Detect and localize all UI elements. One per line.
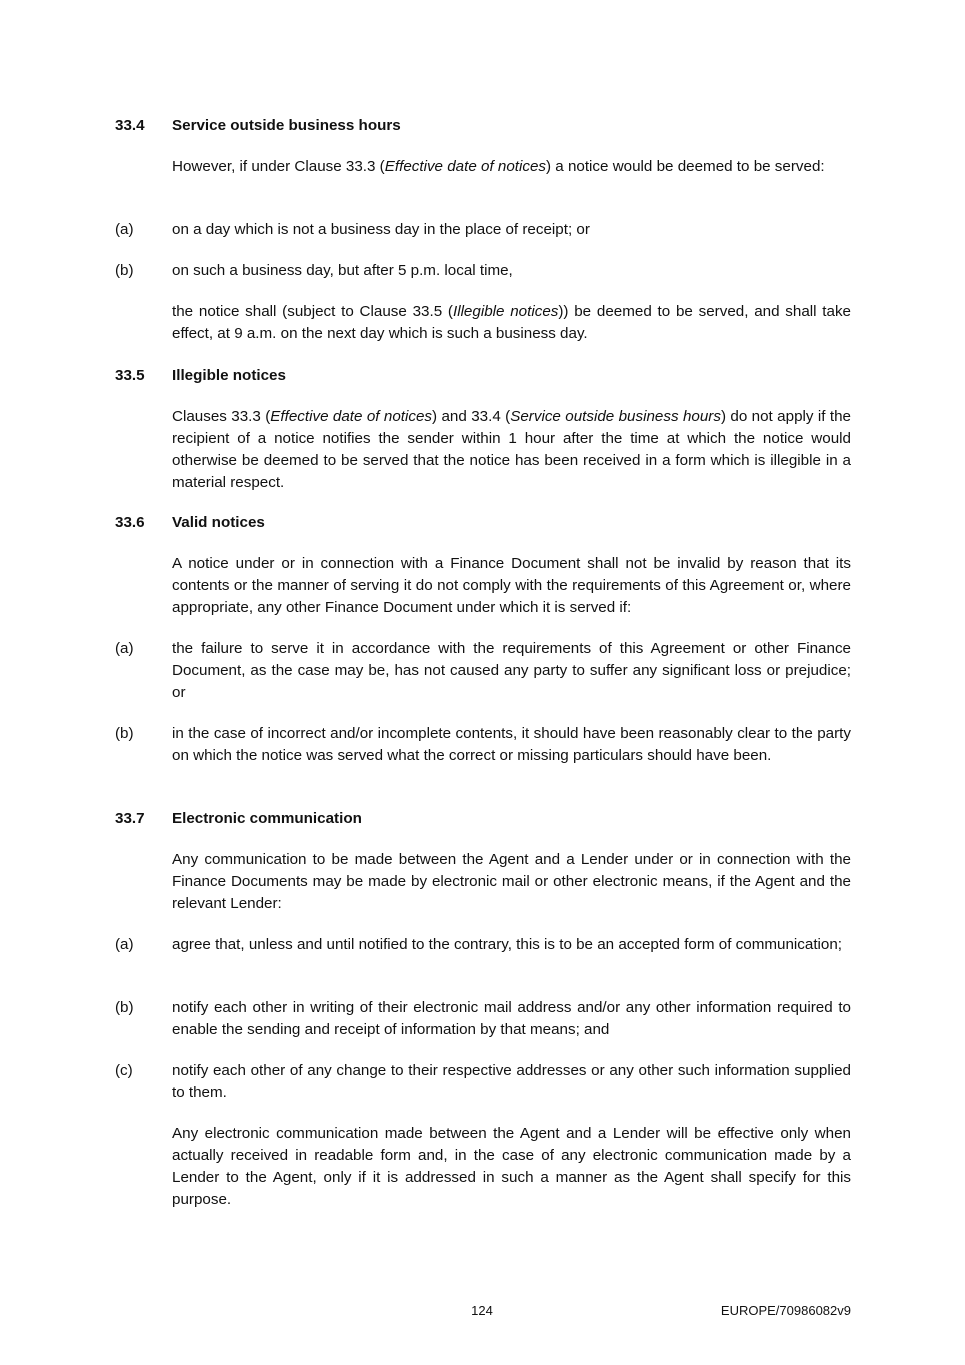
- page-number: 124: [471, 1303, 493, 1318]
- clause-reference: Effective date of notices: [270, 408, 433, 425]
- section-number: 33.5: [115, 367, 145, 384]
- text-run: ) and 33.4 (: [432, 408, 511, 425]
- section-number: 33.4: [115, 117, 145, 134]
- section-title: Service outside business hours: [172, 117, 401, 134]
- section-number: 33.7: [115, 810, 145, 827]
- text-run: )) be deemed to be served, and shall take effect, at 9 a.m. on the next day which is such a business day.: [172, 303, 852, 342]
- clause-reference: Effective date of notices: [384, 158, 546, 175]
- paragraph-33-6-intro: A notice under or in connection with a Finance Document shall not be invalid by reason that its contents or the manner of serving it do not comply with the requirements of this Agreement or, where appropriate, any other Finance Document under which it is served if:: [172, 555, 851, 616]
- item-text: on a day which is not a business day in the place of receipt; or: [172, 221, 590, 238]
- item-label: (b): [115, 262, 134, 279]
- item-label: (b): [115, 999, 134, 1016]
- item-label: (c): [115, 1062, 133, 1079]
- item-text: on such a business day, but after 5 p.m. local time,: [172, 262, 513, 279]
- text-run: ) do not apply if the recipient of a notice notifies the sender within 1 hour after the time at which the notice would otherwise be deemed to be served that the notice has been received in a form which is illegible in a material respect.: [172, 408, 851, 491]
- text-run: ) a notice would be deemed to be served:: [546, 158, 825, 175]
- paragraph-33-4-outro: [172, 301, 851, 345]
- item-text: notify each other in writing of their electronic mail address and/or any other information required to enable the sending and receipt of information by that means; and: [172, 999, 851, 1038]
- section-heading-33-5: [115, 365, 851, 387]
- item-text: the failure to serve it in accordance with the requirements of this Agreement or other Finance Document, as the case may be, has not caused any party to suffer any significant loss or prejudice; or: [172, 640, 851, 701]
- clause-reference: Service outside business hours: [510, 408, 721, 425]
- clause-reference: Illegible notices: [452, 303, 559, 320]
- section-title: Electronic communication: [172, 810, 362, 827]
- section-title: Illegible notices: [172, 367, 286, 384]
- item-text: notify each other of any change to their respective addresses or any other such information supplied to them.: [172, 1062, 851, 1101]
- item-label: (a): [115, 936, 134, 953]
- section-number: 33.6: [115, 514, 145, 531]
- paragraph-33-7-intro: Any communication to be made between the Agent and a Lender under or in connection with the Finance Documents may be made by electronic mail or other electronic means, if the Agent and the relevant Lender:: [172, 851, 851, 912]
- document-reference: EUROPE/70986082v9: [720, 1303, 851, 1318]
- text-run: the notice shall (subject to Clause 33.5 (: [172, 303, 453, 320]
- section-heading-33-7: [115, 808, 851, 830]
- item-label: (a): [115, 221, 134, 238]
- section-heading-33-4: [115, 115, 851, 137]
- item-label: (a): [115, 640, 134, 657]
- paragraph-33-4-intro: [172, 156, 851, 178]
- item-text: agree that, unless and until notified to the contrary, this is to be an accepted form of communication;: [172, 936, 843, 953]
- item-label: (b): [115, 725, 134, 742]
- paragraph-33-5: [172, 406, 851, 494]
- section-heading-33-6: [115, 512, 851, 534]
- section-title: Valid notices: [172, 514, 265, 531]
- text-run: Clauses 33.3 (: [172, 408, 271, 425]
- item-text: in the case of incorrect and/or incomplete contents, it should have been reasonably clear to the party on which the notice was served what the correct or missing particulars should have been.: [172, 725, 851, 764]
- paragraph-33-7-outro: Any electronic communication made between the Agent and a Lender will be effective only when actually received in readable form and, in the case of any electronic communication made by a Lender to the Agent, only if it is addressed in such a manner as the Agent shall specify for this purpose.: [172, 1125, 851, 1208]
- text-run: However, if under Clause 33.3 (: [172, 158, 385, 175]
